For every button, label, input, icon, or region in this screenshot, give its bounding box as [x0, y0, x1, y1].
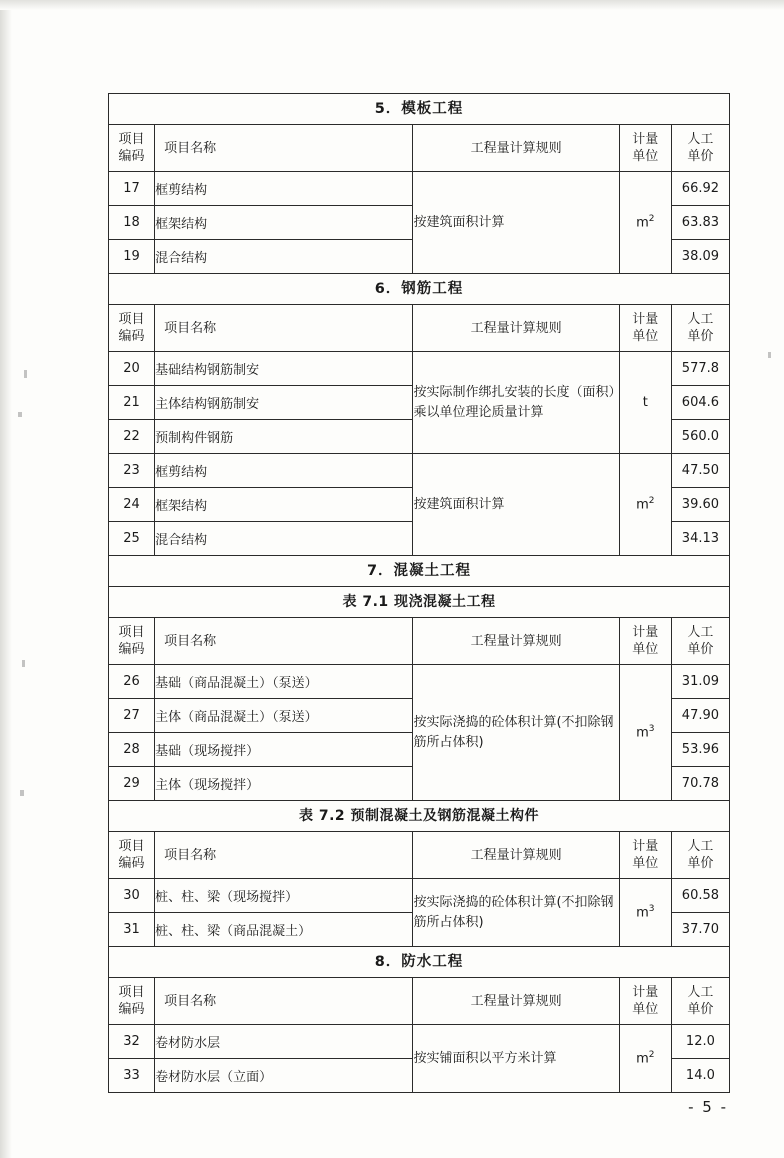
header-unit-line2: 单位 [632, 149, 659, 164]
row-unit: $m^2$ [619, 1025, 671, 1093]
header-price-line2: 单价 [687, 329, 714, 344]
unit-exponent: 3 [648, 724, 655, 735]
row-price: 604.6 [671, 386, 729, 420]
scan-speck [18, 412, 22, 417]
row-code: 27 [109, 699, 155, 733]
table-row [109, 352, 730, 386]
header-price-line2: 单价 [687, 149, 714, 164]
header-name: 项目名称 [155, 978, 413, 1025]
row-code: 29 [109, 767, 155, 801]
row-price: 577.8 [671, 352, 729, 386]
row-price: 14.0 [671, 1059, 729, 1093]
row-price: 38.09 [671, 240, 729, 274]
row-name: 主体（现场搅拌） [155, 767, 413, 801]
header-rule: 工程量计算规则 [413, 832, 619, 879]
row-rule: 按建筑面积计算 [413, 454, 619, 556]
row-code: 19 [109, 240, 155, 274]
header-rule: 工程量计算规则 [413, 618, 619, 665]
header-price-line2: 单价 [687, 642, 714, 657]
row-price: 53.96 [671, 733, 729, 767]
unit-exponent: 2 [648, 214, 655, 225]
header-unit [619, 305, 671, 352]
table-row [109, 454, 730, 488]
header-code-line2: 编码 [118, 856, 145, 871]
section-title-row [109, 94, 730, 125]
row-name: 桩、柱、梁（商品混凝土） [155, 913, 413, 947]
section-title-row [109, 947, 730, 978]
row-price: 34.13 [671, 522, 729, 556]
row-code: 18 [109, 206, 155, 240]
header-row [109, 978, 730, 1025]
row-name: 卷材防水层 [155, 1025, 413, 1059]
section-title: 7．混凝土工程 [109, 556, 730, 587]
table-row [109, 879, 730, 913]
row-price: 47.50 [671, 454, 729, 488]
header-unit-line1: 计量 [632, 312, 659, 327]
header-row [109, 125, 730, 172]
header-name: 项目名称 [155, 125, 413, 172]
header-price [671, 125, 729, 172]
header-name: 项目名称 [155, 832, 413, 879]
row-code: 26 [109, 665, 155, 699]
row-unit: $m^2$ [619, 454, 671, 556]
row-name: 框剪结构 [155, 454, 413, 488]
header-code-line1: 项目 [118, 132, 145, 147]
unit-exponent: 2 [648, 496, 655, 507]
page-edge-shadow-left [0, 0, 12, 1158]
row-name: 基础（现场搅拌） [155, 733, 413, 767]
row-code: 22 [109, 420, 155, 454]
header-code-line2: 编码 [118, 329, 145, 344]
header-unit-line1: 计量 [632, 839, 659, 854]
subsection-title-row [109, 801, 730, 832]
row-price: 12.0 [671, 1025, 729, 1059]
header-unit-line2: 单位 [632, 329, 659, 344]
row-rule: 按建筑面积计算 [413, 172, 619, 274]
header-code [109, 978, 155, 1025]
row-unit: $m^3$ [619, 665, 671, 801]
row-code: 25 [109, 522, 155, 556]
row-code: 20 [109, 352, 155, 386]
header-code-line2: 编码 [118, 1002, 145, 1017]
header-unit-line1: 计量 [632, 985, 659, 1000]
header-code-line2: 编码 [118, 642, 145, 657]
header-row [109, 832, 730, 879]
scan-speck [20, 790, 24, 796]
header-rule: 工程量计算规则 [413, 125, 619, 172]
row-name: 基础（商品混凝土）（泵送） [155, 665, 413, 699]
row-price: 31.09 [671, 665, 729, 699]
row-name: 桩、柱、梁（现场搅拌） [155, 879, 413, 913]
header-code-line1: 项目 [118, 625, 145, 640]
row-code: 23 [109, 454, 155, 488]
header-code-line2: 编码 [118, 149, 145, 164]
row-code: 28 [109, 733, 155, 767]
row-price: 37.70 [671, 913, 729, 947]
row-code: 21 [109, 386, 155, 420]
header-rule: 工程量计算规则 [413, 978, 619, 1025]
header-name: 项目名称 [155, 305, 413, 352]
row-code: 31 [109, 913, 155, 947]
header-code [109, 618, 155, 665]
header-unit [619, 978, 671, 1025]
row-name: 卷材防水层（立面） [155, 1059, 413, 1093]
row-price: 47.90 [671, 699, 729, 733]
row-unit: $m^3$ [619, 879, 671, 947]
document-body [108, 93, 730, 1093]
row-name: 混合结构 [155, 240, 413, 274]
header-price [671, 832, 729, 879]
table-row [109, 172, 730, 206]
header-price-line1: 人工 [687, 625, 714, 640]
header-price-line1: 人工 [687, 985, 714, 1000]
row-rule: 按实铺面积以平方米计算 [413, 1025, 619, 1093]
header-unit-line2: 单位 [632, 642, 659, 657]
header-unit-line2: 单位 [632, 856, 659, 871]
section-title: 8．防水工程 [109, 947, 730, 978]
row-name: 预制构件钢筋 [155, 420, 413, 454]
header-price-line2: 单价 [687, 856, 714, 871]
row-price: 60.58 [671, 879, 729, 913]
row-unit: $m^2$ [619, 172, 671, 274]
scan-speck [768, 352, 771, 358]
row-rule: 按实际浇捣的砼体积计算(不扣除钢筋所占体积) [413, 665, 619, 801]
row-price: 560.0 [671, 420, 729, 454]
subsection-title: 表 7.2 预制混凝土及钢筋混凝土构件 [109, 801, 730, 832]
section-title: 5．模板工程 [109, 94, 730, 125]
row-code: 30 [109, 879, 155, 913]
row-name: 主体（商品混凝土）（泵送） [155, 699, 413, 733]
header-price [671, 978, 729, 1025]
header-code-line1: 项目 [118, 312, 145, 327]
header-price [671, 618, 729, 665]
unit-exponent: 2 [648, 1050, 655, 1061]
row-rule: 按实际浇捣的砼体积计算(不扣除钢筋所占体积) [413, 879, 619, 947]
header-price-line2: 单价 [687, 1002, 714, 1017]
header-unit [619, 618, 671, 665]
header-name: 项目名称 [155, 618, 413, 665]
row-code: 33 [109, 1059, 155, 1093]
row-price: 39.60 [671, 488, 729, 522]
header-price-line1: 人工 [687, 312, 714, 327]
row-name: 混合结构 [155, 522, 413, 556]
section-title: 6．钢筋工程 [109, 274, 730, 305]
header-unit-line1: 计量 [632, 625, 659, 640]
table-row [109, 1025, 730, 1059]
row-unit: t [619, 352, 671, 454]
row-code: 24 [109, 488, 155, 522]
subsection-title: 表 7.1 现浇混凝土工程 [109, 587, 730, 618]
header-price-line1: 人工 [687, 132, 714, 147]
section-title-row [109, 274, 730, 305]
header-code [109, 125, 155, 172]
scan-speck [22, 660, 25, 667]
row-price: 66.92 [671, 172, 729, 206]
page-number: - 5 - [688, 1098, 728, 1116]
header-price [671, 305, 729, 352]
row-price: 63.83 [671, 206, 729, 240]
section-title-row [109, 556, 730, 587]
header-rule: 工程量计算规则 [413, 305, 619, 352]
page-edge-shadow-top [0, 0, 784, 10]
header-row [109, 305, 730, 352]
row-name: 基础结构钢筋制安 [155, 352, 413, 386]
row-price: 70.78 [671, 767, 729, 801]
scan-speck [24, 370, 27, 378]
header-price-line1: 人工 [687, 839, 714, 854]
row-rule: 按实际制作绑扎安装的长度（面积）乘以单位理论质量计算 [413, 352, 619, 454]
header-code [109, 305, 155, 352]
header-unit-line2: 单位 [632, 1002, 659, 1017]
header-code-line1: 项目 [118, 839, 145, 854]
header-unit [619, 125, 671, 172]
header-code-line1: 项目 [118, 985, 145, 1000]
row-code: 32 [109, 1025, 155, 1059]
section-5-table [108, 93, 730, 1093]
row-code: 17 [109, 172, 155, 206]
row-name: 框架结构 [155, 488, 413, 522]
header-unit-line1: 计量 [632, 132, 659, 147]
row-name: 框架结构 [155, 206, 413, 240]
unit-exponent: 3 [648, 904, 655, 915]
header-unit [619, 832, 671, 879]
table-row [109, 665, 730, 699]
row-name: 框剪结构 [155, 172, 413, 206]
header-row [109, 618, 730, 665]
subsection-title-row [109, 587, 730, 618]
row-name: 主体结构钢筋制安 [155, 386, 413, 420]
header-code [109, 832, 155, 879]
